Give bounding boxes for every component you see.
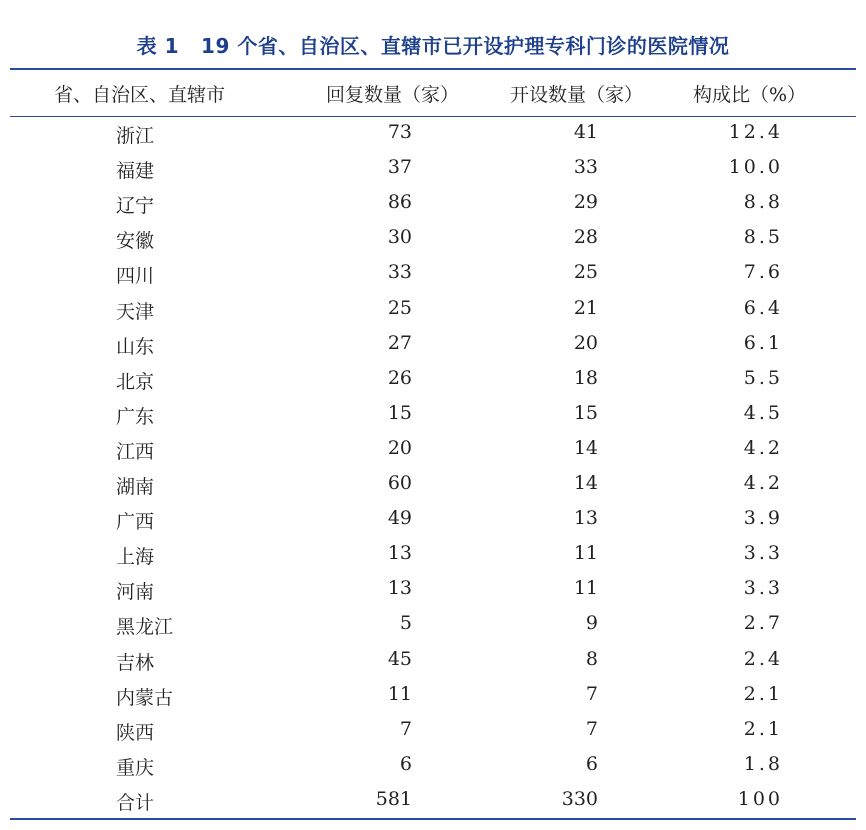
- row-region: 辽宁: [116, 195, 155, 218]
- row-ratio: 100: [737, 787, 783, 810]
- table-row: [0, 648, 866, 683]
- table-title-text: 19 个省、自治区、直辖市已开设护理专科门诊的医院情况: [201, 34, 730, 58]
- row-opened: 330: [561, 787, 598, 810]
- row-opened: 7: [585, 682, 598, 705]
- row-replies: 26: [387, 366, 412, 389]
- row-ratio: 12.4: [728, 121, 783, 143]
- row-opened: 41: [573, 121, 598, 143]
- row-replies: 60: [387, 472, 412, 494]
- row-replies: 33: [387, 261, 412, 284]
- row-ratio: 2.4: [743, 647, 783, 670]
- header-region: 省、自治区、直辖市: [54, 84, 226, 106]
- row-ratio: 2.1: [743, 682, 783, 705]
- row-ratio: 10.0: [728, 156, 783, 179]
- row-region: 河南: [116, 581, 155, 604]
- table-row: [0, 437, 866, 472]
- table-number: 表 1: [136, 34, 180, 58]
- row-replies: 73: [387, 121, 412, 143]
- row-ratio: 1.8: [743, 752, 783, 775]
- row-region: 山东: [116, 335, 155, 358]
- row-replies: 15: [387, 401, 412, 424]
- row-replies: 49: [387, 507, 412, 530]
- row-ratio: 4.2: [743, 436, 783, 459]
- table-row: [0, 542, 866, 577]
- row-ratio: 4.5: [743, 401, 783, 424]
- row-region: 吉林: [116, 651, 155, 674]
- row-ratio: 7.6: [743, 261, 783, 284]
- table-row: [0, 683, 866, 718]
- row-ratio: 6.1: [743, 331, 783, 354]
- row-region: 江西: [116, 440, 155, 463]
- top-rule: [10, 68, 856, 70]
- row-opened: 11: [573, 577, 598, 600]
- row-ratio: 5.5: [743, 366, 783, 389]
- table-row: [0, 753, 866, 788]
- table-row: [0, 472, 866, 507]
- row-opened: 6: [585, 752, 598, 775]
- table-row: [0, 191, 866, 226]
- row-opened: 20: [573, 331, 598, 354]
- row-ratio: 8.8: [743, 191, 783, 214]
- row-region: 黑龙江: [116, 616, 174, 639]
- row-region: 北京: [116, 370, 155, 393]
- row-replies: 581: [375, 787, 412, 810]
- row-opened: 7: [585, 717, 598, 740]
- row-region: 陕西: [116, 721, 155, 744]
- row-opened: 18: [573, 366, 598, 389]
- bottom-rule: [10, 818, 856, 820]
- table-row: [0, 121, 866, 156]
- row-opened: 14: [573, 472, 598, 494]
- table-row: [0, 297, 866, 332]
- table-row: [0, 226, 866, 261]
- table-row: [0, 156, 866, 191]
- row-opened: 14: [573, 436, 598, 459]
- row-region: 浙江: [116, 125, 155, 147]
- row-opened: 29: [573, 191, 598, 214]
- row-region: 福建: [116, 160, 155, 183]
- row-replies: 13: [387, 577, 412, 600]
- row-ratio: 3.9: [743, 507, 783, 530]
- row-ratio: 4.2: [743, 472, 783, 494]
- row-replies: 13: [387, 542, 412, 565]
- table-row: [0, 612, 866, 647]
- table-row: [0, 402, 866, 437]
- row-region: 合计: [116, 791, 155, 814]
- row-region: 广东: [116, 405, 155, 428]
- row-replies: 6: [399, 752, 412, 775]
- row-opened: 9: [585, 612, 598, 635]
- header-rule: [10, 116, 856, 117]
- row-ratio: 6.4: [743, 296, 783, 319]
- row-replies: 11: [387, 682, 412, 705]
- table-title: [0, 30, 866, 59]
- row-replies: 25: [387, 296, 412, 319]
- row-region: 上海: [116, 546, 155, 569]
- row-replies: 20: [387, 436, 412, 459]
- row-replies: 86: [387, 191, 412, 214]
- row-replies: 5: [399, 612, 412, 635]
- row-ratio: 3.3: [743, 577, 783, 600]
- row-opened: 13: [573, 507, 598, 530]
- row-region: 重庆: [116, 756, 155, 779]
- row-region: 湖南: [116, 476, 155, 498]
- row-ratio: 2.7: [743, 612, 783, 635]
- table-row: [0, 577, 866, 612]
- row-replies: 37: [387, 156, 412, 179]
- table-row: [0, 332, 866, 367]
- row-opened: 33: [573, 156, 598, 179]
- row-region: 内蒙古: [116, 686, 174, 709]
- header-replies: 回复数量（家）: [326, 84, 460, 106]
- row-region: 安徽: [116, 230, 155, 253]
- header-opened: 开设数量（家）: [510, 84, 644, 106]
- row-opened: 21: [573, 296, 598, 319]
- row-opened: 8: [585, 647, 598, 670]
- row-replies: 27: [387, 331, 412, 354]
- row-replies: 30: [387, 226, 412, 249]
- row-region: 四川: [116, 265, 155, 288]
- table-row: [0, 261, 866, 296]
- table-row: [0, 367, 866, 402]
- row-opened: 11: [573, 542, 598, 565]
- table-row: [0, 507, 866, 542]
- row-opened: 15: [573, 401, 598, 424]
- header-ratio: 构成比（%）: [693, 84, 807, 106]
- row-replies: 7: [399, 717, 412, 740]
- row-region: 广西: [116, 511, 155, 534]
- row-opened: 25: [573, 261, 598, 284]
- row-ratio: 3.3: [743, 542, 783, 565]
- row-ratio: 8.5: [743, 226, 783, 249]
- row-region: 天津: [116, 300, 155, 323]
- row-replies: 45: [387, 647, 412, 670]
- table-row: [0, 718, 866, 753]
- table-header: [0, 80, 866, 110]
- row-ratio: 2.1: [743, 717, 783, 740]
- row-opened: 28: [573, 226, 598, 249]
